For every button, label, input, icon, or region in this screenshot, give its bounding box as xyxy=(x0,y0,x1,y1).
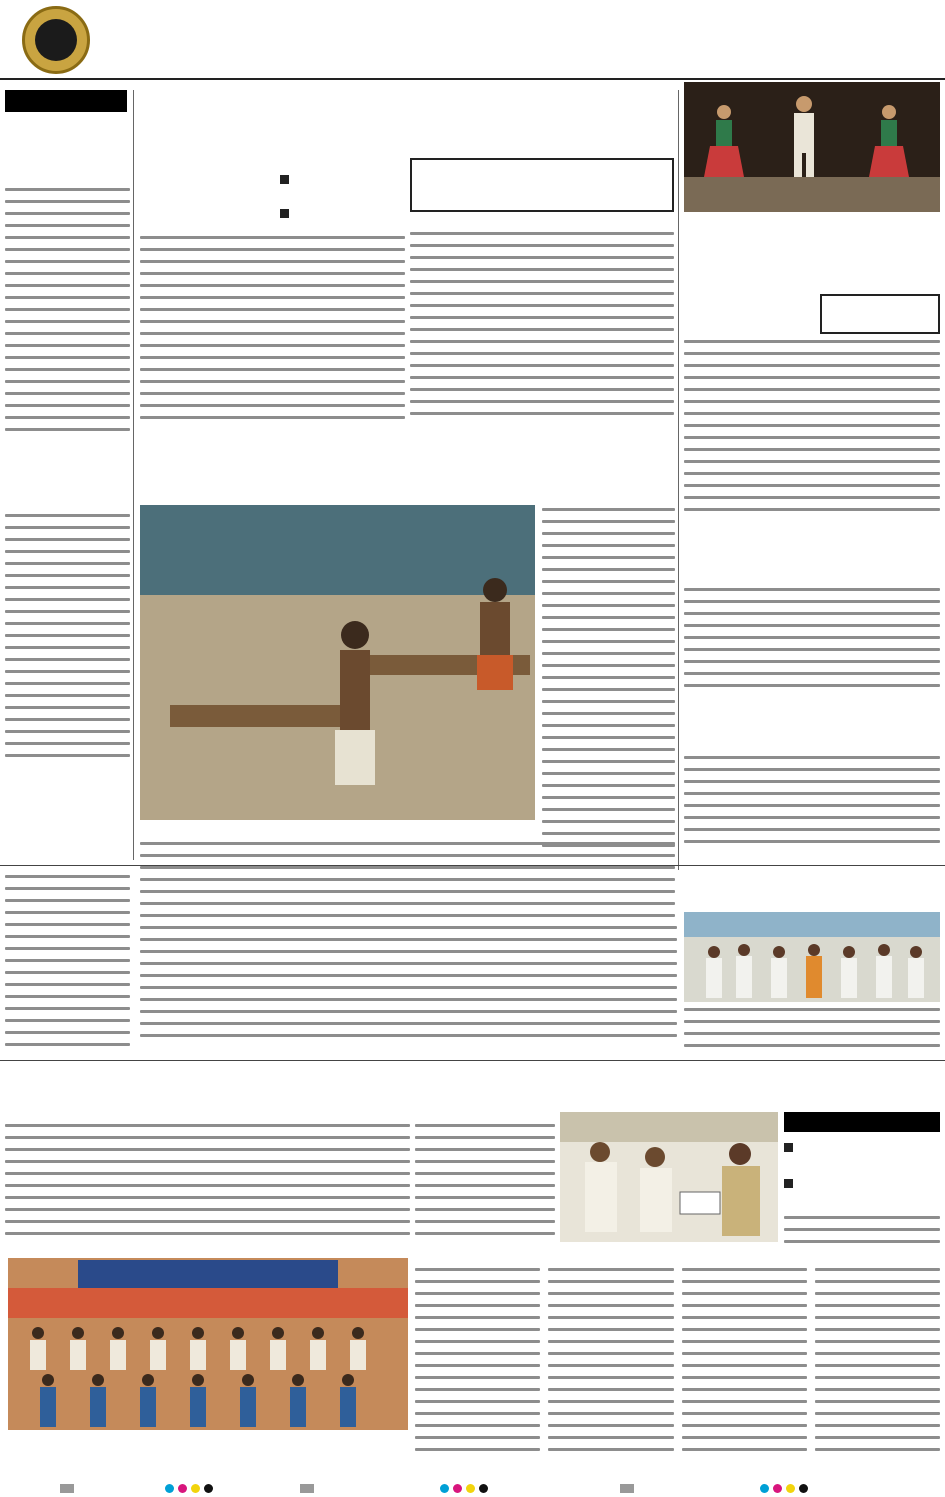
cricket-academy-article xyxy=(684,588,940,698)
left-article-2 xyxy=(5,514,130,764)
left-headline-1 xyxy=(5,118,130,168)
cricket-academy-headline xyxy=(684,542,940,566)
sidebar-bullet-2 xyxy=(784,1176,940,1204)
left-article-1 xyxy=(5,188,130,438)
left-byline-3 xyxy=(5,810,130,822)
masthead xyxy=(0,0,945,80)
chariot-wood-cutting-image xyxy=(140,505,535,820)
teachers-retirement-article xyxy=(542,926,677,1056)
memorandum-photo-caption xyxy=(560,1246,778,1260)
lead-bullet-2 xyxy=(280,206,400,222)
newspaper-anniversary-logo xyxy=(22,6,90,74)
artists-felicitation-byline xyxy=(684,740,814,752)
left-byline-2 xyxy=(5,498,130,510)
chandan-jatra-headline xyxy=(542,450,675,490)
chariot-headline xyxy=(140,450,540,500)
dance-performance-image xyxy=(684,82,940,212)
death-count-label xyxy=(824,297,936,313)
teachers-retirement-article-2 xyxy=(684,1008,940,1056)
left-headline-3 xyxy=(5,768,130,808)
left-article-3 xyxy=(5,875,130,1055)
lead-article xyxy=(140,236,405,434)
students-group-photo-image xyxy=(8,1258,408,1430)
heatstroke-byline xyxy=(684,296,814,308)
print-registration-strip xyxy=(0,1480,945,1497)
artists-felicitation-article xyxy=(684,756,940,860)
sidebar-bullet-1 xyxy=(784,1140,940,1168)
sidebar-kicker xyxy=(784,1112,940,1132)
chandan-jatra-byline xyxy=(542,492,675,504)
chandan-jatra-article xyxy=(542,508,675,860)
road-blockade-headline xyxy=(415,1065,940,1105)
teachers-retirement-byline xyxy=(542,910,677,922)
left-byline-1 xyxy=(5,172,130,184)
dance-photo-caption xyxy=(684,216,940,254)
birth-anniversary-byline xyxy=(100,1108,300,1120)
heatstroke-headline xyxy=(684,262,940,290)
heatstroke-article xyxy=(684,340,940,520)
death-count-value xyxy=(824,315,936,331)
chariot-photo-caption xyxy=(140,822,535,836)
side-story-article xyxy=(410,232,674,432)
birth-anniversary-article xyxy=(5,1124,410,1254)
brief-news-kicker xyxy=(5,90,127,112)
side-story-headline xyxy=(414,164,670,188)
lead-bullet-1 xyxy=(280,172,400,200)
artists-felicitation-headline xyxy=(684,702,940,736)
teachers-retirement-headline xyxy=(542,866,940,904)
cricket-academy-byline xyxy=(684,572,814,584)
side-story-subheadline xyxy=(414,190,670,208)
students-photo-caption xyxy=(8,1436,408,1466)
lead-byline xyxy=(140,155,275,195)
sidebar-article xyxy=(784,1216,940,1256)
road-blockade-article xyxy=(415,1124,555,1254)
birth-anniversary-headline xyxy=(5,1065,410,1105)
memorandum-handover-image xyxy=(560,1112,778,1242)
lead-headline xyxy=(140,90,670,148)
left-headline-2 xyxy=(5,440,130,492)
group-photo-image xyxy=(684,912,940,1002)
side-story-byline xyxy=(410,216,540,228)
road-blockade-article-2 xyxy=(415,1268,940,1468)
